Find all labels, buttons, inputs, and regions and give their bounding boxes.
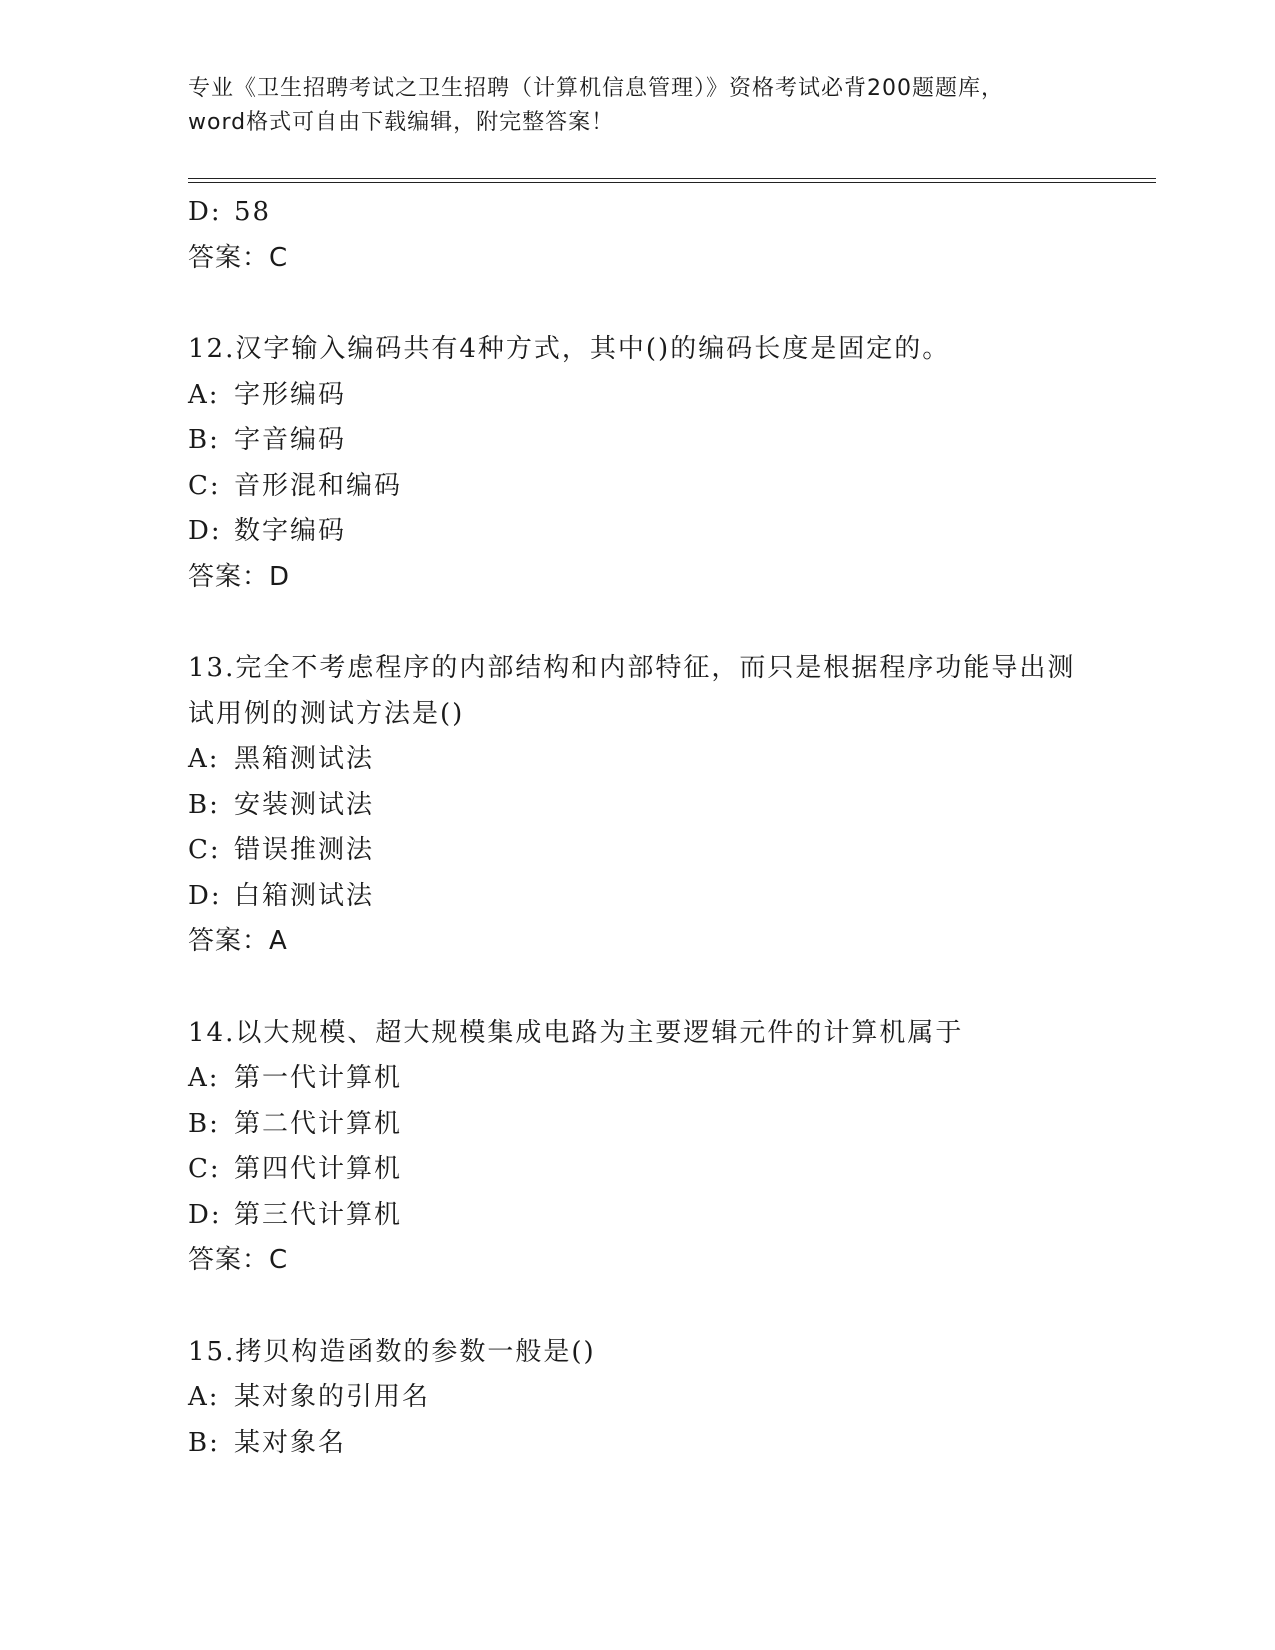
option-letter: A: (188, 379, 220, 410)
question-text: 拷贝构造函数的参数一般是() (235, 1336, 596, 1367)
option-letter: A: (188, 1382, 220, 1412)
document-header (188, 72, 1088, 140)
option-b (188, 418, 1108, 464)
answer-value: D (269, 561, 291, 592)
option-a (188, 1056, 1108, 1102)
option-d (188, 874, 1108, 920)
option-b (188, 783, 1108, 829)
option-letter: D: (188, 197, 222, 227)
question-text: 以大规模、超大规模集成电路为主要逻辑元件的计算机属于 (235, 1017, 964, 1048)
option-a (188, 737, 1108, 783)
option-letter: B: (188, 789, 220, 820)
option-text: 黑箱测试法 (234, 744, 375, 774)
answer-label: 答案： (188, 242, 270, 273)
option-c (188, 464, 1108, 510)
option-letter: C: (188, 470, 221, 501)
question-stem (188, 1330, 1088, 1376)
option-a (188, 373, 1108, 419)
option-letter: C: (188, 1154, 221, 1184)
question-number: 13. (188, 653, 236, 683)
option-b (188, 1102, 1108, 1148)
header-divider (188, 178, 1156, 183)
option-d (188, 509, 1108, 555)
option-letter: B: (188, 425, 220, 455)
answer-line (188, 919, 1108, 965)
question-text: 汉字输入编码共有4种方式，其中()的编码长度是固定的。 (235, 334, 951, 364)
question-14 (188, 1011, 1108, 1284)
option-text: 白箱测试法 (234, 880, 375, 911)
option-letter: B: (188, 1427, 220, 1458)
document-body (188, 190, 1108, 1466)
answer-label: 答案： (188, 561, 270, 592)
option-d (188, 190, 1108, 236)
option-letter: A: (188, 744, 220, 774)
option-text: 音形混和编码 (234, 470, 403, 501)
answer-value: C (269, 242, 289, 273)
header-line-2: word格式可自由下载编辑，附完整答案！ (188, 110, 615, 135)
option-text: 数字编码 (234, 516, 347, 546)
question-stem (188, 327, 1088, 373)
option-d (188, 1193, 1108, 1239)
option-text: 某对象名 (234, 1427, 347, 1458)
question-12 (188, 327, 1108, 600)
option-letter: D: (188, 880, 222, 911)
answer-value: A (269, 926, 288, 956)
option-letter: D: (188, 516, 222, 546)
option-letter: A: (188, 1063, 220, 1093)
option-text: 第四代计算机 (234, 1154, 403, 1184)
question-stem (188, 646, 1088, 737)
option-letter: B: (188, 1108, 220, 1139)
option-text: 错误推测法 (234, 835, 375, 865)
question-13 (188, 646, 1108, 965)
question-number: 14. (188, 1017, 236, 1048)
option-b (188, 1421, 1108, 1467)
answer-label: 答案： (188, 926, 270, 956)
header-line-1: 专业《卫生招聘考试之卫生招聘（计算机信息管理）》资格考试必背200题题库， (188, 76, 1004, 101)
option-text: 第一代计算机 (234, 1063, 403, 1093)
answer-line (188, 555, 1108, 601)
question-number: 15. (188, 1336, 236, 1367)
question-number: 12. (188, 334, 236, 364)
option-text: 第二代计算机 (234, 1108, 403, 1139)
option-c (188, 828, 1108, 874)
option-letter: D: (188, 1199, 222, 1230)
answer-value: C (269, 1245, 289, 1275)
option-text: 安装测试法 (234, 789, 375, 820)
option-text: 第三代计算机 (234, 1199, 403, 1230)
question-15 (188, 1330, 1108, 1467)
option-text: 58 (234, 197, 272, 227)
option-c (188, 1147, 1108, 1193)
answer-label: 答案： (188, 1245, 270, 1275)
question-stem (188, 1011, 1088, 1057)
option-letter: C: (188, 835, 221, 865)
question-text: 完全不考虑程序的内部结构和内部特征，而只是根据程序功能导出测试用例的测试方法是() (188, 653, 1076, 729)
answer-line (188, 236, 1108, 282)
option-text: 某对象的引用名 (234, 1382, 431, 1412)
question-11-tail (188, 190, 1108, 281)
option-text: 字音编码 (234, 425, 347, 455)
answer-line (188, 1238, 1108, 1284)
option-a (188, 1375, 1108, 1421)
option-text: 字形编码 (234, 379, 347, 410)
